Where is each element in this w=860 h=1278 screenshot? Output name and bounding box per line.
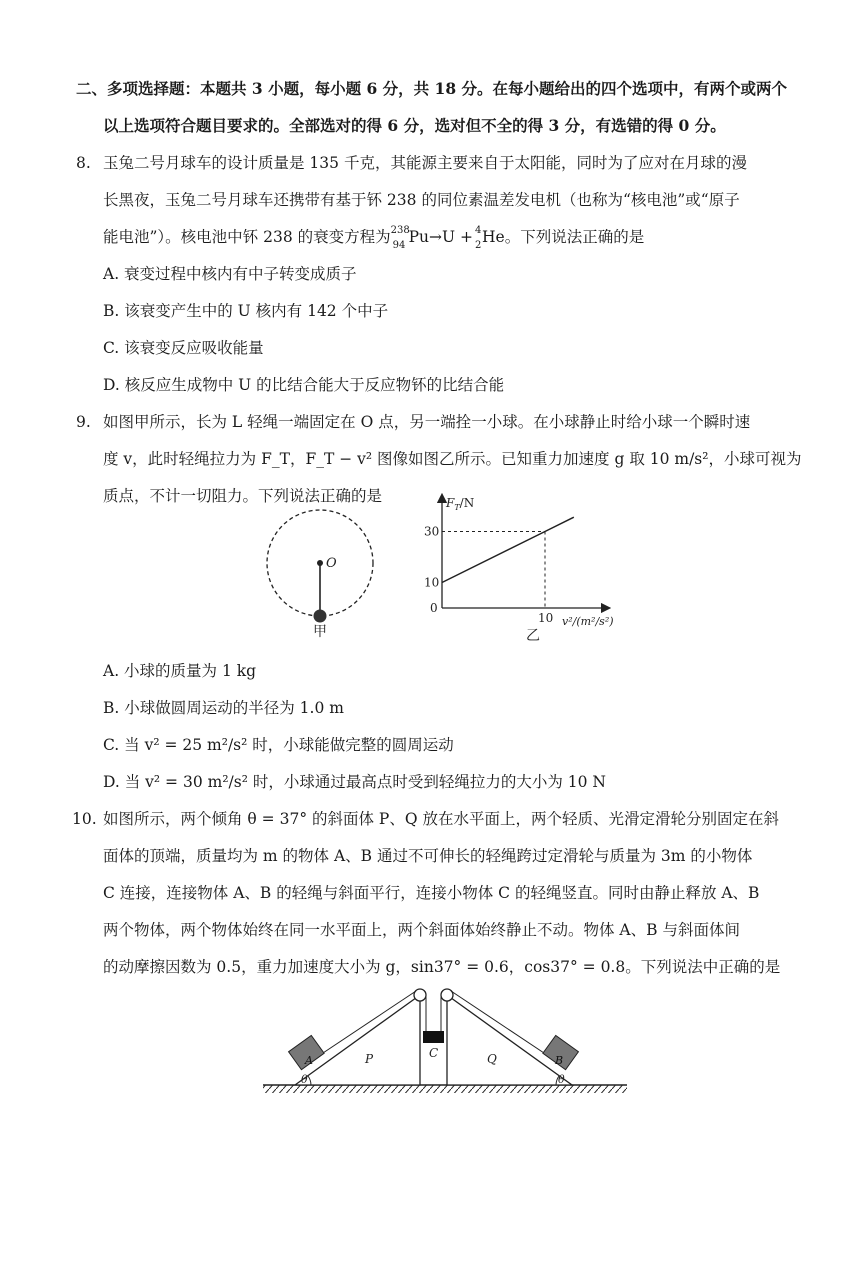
q9-option-b: B. 小球做圆周运动的半径为 1.0 m xyxy=(103,699,344,717)
ground-hatch xyxy=(263,1085,627,1093)
q9-option-d: D. 当 v² = 30 m²/s² 时，小球通过最高点时受到轻绳拉力的大小为 10 N xyxy=(103,773,606,791)
theta-left: θ xyxy=(301,1073,308,1086)
section-header-line2: 以上选项符合题目要求的。全部选对的得 6 分，选对但不全的得 3 分，有选错的得 0 分。 xyxy=(103,116,726,135)
q10-text-line1: 如图所示，两个倾角 θ = 37° 的斜面体 P、Q 放在水平面上，两个轻质、光滑定滑轮分别固定在斜 xyxy=(103,810,779,828)
y-tick-label: 10 xyxy=(424,575,440,590)
arrow-u: →U + xyxy=(429,228,474,246)
q8-option-b: B. 该衰变产生中的 U 核内有 142 个中子 xyxy=(103,302,389,320)
label-b: B xyxy=(555,1054,564,1067)
he-symbol: He xyxy=(482,228,505,246)
he-nuclide xyxy=(473,225,505,251)
pu-atomic-number: 94 xyxy=(392,240,406,251)
q8-option-c: C. 该衰变反应吸收能量 xyxy=(103,339,264,357)
label-c: C xyxy=(429,1046,439,1060)
label-p: P xyxy=(365,1052,374,1066)
ball xyxy=(314,610,327,623)
caption-jia: 甲 xyxy=(313,624,327,640)
q8-option-a: A. 衰变过程中核内有中子转变成质子 xyxy=(103,265,357,283)
q8-number: 8. xyxy=(76,154,91,172)
label-a: A xyxy=(305,1054,313,1067)
q8-text-line2: 长黑夜，玉兔二号月球车还携带有基于钚 238 的同位素温差发电机（也称为“核电池”或“原子 xyxy=(103,191,740,209)
q9-option-a: A. 小球的质量为 1 kg xyxy=(103,662,257,680)
q8-option-d: D. 核反应生成物中 U 的比结合能大于反应物钚的比结合能 xyxy=(103,376,505,394)
figure-inclines xyxy=(255,985,635,1110)
series-line xyxy=(442,517,574,582)
q8-text-line3 xyxy=(103,225,645,251)
q10-text-line4: 两个物体，两个物体始终在同一水平面上，两个斜面体始终静止不动。物体 A、B 与斜面体间 xyxy=(103,921,740,939)
q9-text-line3: 质点，不计一切阻力。下列说法正确的是 xyxy=(103,487,383,505)
q10-text-line5: 的动摩擦因数为 0.5，重力加速度大小为 g，sin37° = 0.6，cos37° = 0.8。下列说法中正确的是 xyxy=(103,958,781,976)
label-o: O xyxy=(326,556,337,571)
q9-text-line1: 如图甲所示，长为 L 轻绳一端固定在 O 点，另一端拴一小球。在小球静止时给小球一个瞬时速 xyxy=(103,413,751,431)
he-mass-number: 4 xyxy=(475,225,482,236)
q10-text-line3: C 连接，连接物体 A、B 的轻绳与斜面平行，连接小物体 C 的轻绳竖直。同时由静止释放 A、B xyxy=(103,884,760,902)
origin-label: 0 xyxy=(430,601,438,615)
pu-mass-number: 238 xyxy=(390,225,410,236)
q8-text-line3-b: 。下列说法正确的是 xyxy=(504,228,645,246)
he-atomic-number: 2 xyxy=(475,240,482,251)
figure-jia xyxy=(255,508,385,643)
pu-symbol: Pu xyxy=(408,228,430,246)
y-axis-label: $F_T/N$ xyxy=(446,496,475,512)
decay-equation xyxy=(390,225,505,251)
label-q: Q xyxy=(487,1052,497,1066)
x-axis-label: v²/(m²/s²) xyxy=(562,615,614,628)
theta-right: θ xyxy=(558,1073,565,1086)
q9-option-c: C. 当 v² = 25 m²/s² 时，小球能做完整的圆周运动 xyxy=(103,736,454,754)
q8-text-line3-a: 能电池”）。核电池中钚 238 的衰变方程为 xyxy=(103,228,391,246)
q9-text-line2: 度 v，此时轻绳拉力为 F_T，F_T − v² 图像如图乙所示。已知重力加速度 g 取 10 m/s²，小球可视为 xyxy=(103,450,802,468)
x-tick-label: 10 xyxy=(538,611,554,625)
block-c xyxy=(423,1031,444,1043)
y-tick-label: 30 xyxy=(424,524,440,539)
q10-text-line2: 面体的顶端，质量均为 m 的物体 A、B 通过不可伸长的轻绳跨过定滑轮与质量为 3m 的小物体 xyxy=(103,847,753,865)
q8-text-line1: 玉兔二号月球车的设计质量是 135 千克，其能源主要来自于太阳能，同时为了应对在月球的漫 xyxy=(103,154,747,172)
pivot-point-o xyxy=(317,560,323,566)
figure-yi-chart xyxy=(410,490,640,645)
caption-yi: 乙 xyxy=(526,628,540,644)
section-header-line1: 二、多项选择题：本题共 3 小题，每小题 6 分，共 18 分。在每小题给出的四个选项中，有两个或两个 xyxy=(76,79,788,98)
q9-number: 9. xyxy=(76,413,91,431)
q10-number: 10. xyxy=(72,810,97,828)
